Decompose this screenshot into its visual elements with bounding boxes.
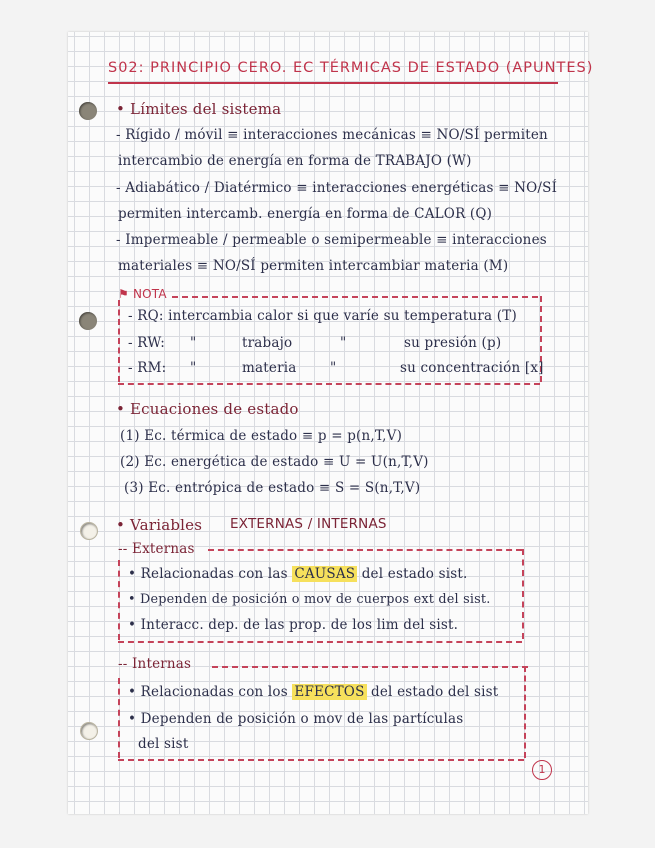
internas-item-2: • Dependen de posición o mov de las partículas [128,711,464,727]
internas-label: -- Internas [118,656,192,672]
internas-box-top [212,666,528,668]
section-heading-equations: • Ecuaciones de estado [116,400,299,418]
internas-item-1 [128,684,498,700]
highlight-causas: CAUSAS [294,566,356,582]
nota-row-rw-a: - RW: [128,335,165,351]
externas-label: -- Externas [118,541,195,557]
externas-item-1-b: del estado sist. [361,566,468,582]
internas-item-3: del sist [138,736,189,752]
internas-label-text: Internas [132,656,192,672]
nota-row-rm-c: materia [242,360,297,376]
binder-hole-2 [79,312,97,330]
nota-row-rm-e: su concentración [x] [400,360,544,376]
externas-item-1-a: • Relacionadas con las [128,566,288,582]
externas-box-top [208,549,522,551]
equation-2: (2) Ec. energética de estado ≡ U = U(n,T,V) [120,454,429,470]
limits-line-3: - Adiabático / Diatérmico ≡ interacciones energéticas ≡ NO/SÍ [116,180,558,196]
nota-row-rw-d: " [340,335,347,351]
equations-heading-text: Ecuaciones de estado [130,400,299,418]
equation-3: (3) Ec. entrópica de estado ≡ S = S(n,T,V) [124,480,421,496]
binder-hole-3 [80,522,98,540]
page-title: S02: PRINCIPIO CERO. EC TÉRMICAS DE ESTADO (APUNTES) [108,60,594,76]
binder-hole-4 [80,722,98,740]
nota-row-rw-c: trabajo [242,335,293,351]
variables-heading-text: Variables [130,516,203,534]
nota-box-left [118,300,120,382]
nota-row-rm-b: " [190,360,197,376]
internas-item-1-b: del estado del sist [371,684,499,700]
variables-heading-caps: EXTERNAS / INTERNAS [230,516,387,532]
nota-label-text: NOTA [132,287,167,301]
limits-heading-text: Límites del sistema [130,100,282,118]
limits-line-4: permiten intercamb. energía en forma de CALOR (Q) [118,206,493,222]
nota-label: ⚑ NOTA [118,287,167,301]
equation-1: (1) Ec. térmica de estado ≡ p = p(n,T,V) [120,428,403,444]
internas-box-bottom [118,759,524,761]
externas-box-right [522,549,524,639]
nota-row-rw-e: su presión (p) [404,335,502,351]
nota-row-rw-b: " [190,335,197,351]
externas-item-2: • Dependen de posición o mov de cuerpos ext del sist. [128,592,491,607]
section-heading-limits: • Límites del sistema [116,100,282,118]
nota-row-rq: - RQ: intercambia calor si que varíe su temperatura (T) [128,308,517,324]
externas-label-text: Externas [132,541,195,557]
binder-hole-1 [79,102,97,120]
nota-row-rm-d: " [330,360,337,376]
nota-box-top [172,296,538,298]
externas-box-left [118,560,120,640]
nota-box-bottom [118,383,540,385]
externas-item-3: • Interacc. dep. de las prop. de los lim del sist. [128,617,459,633]
internas-box-left [118,678,120,758]
externas-box-bottom [118,641,522,643]
highlight-efectos: EFECTOS [294,684,365,700]
nota-row-rm-a: - RM: [128,360,167,376]
limits-line-2: intercambio de energía en forma de TRABAJO (W) [118,153,472,169]
title-underline [108,82,558,84]
limits-line-1: - Rígido / móvil ≡ interacciones mecánicas ≡ NO/SÍ permiten [116,127,548,143]
externas-item-1 [128,566,468,582]
page-number: 1 [532,760,552,780]
limits-line-5: - Impermeable / permeable o semipermeable ≡ interacciones [116,232,547,248]
section-heading-variables: • Variables [116,516,203,534]
internas-box-right [524,666,526,758]
internas-item-1-a: • Relacionadas con los [128,684,288,700]
limits-line-6: materiales ≡ NO/SÍ permiten intercambiar materia (M) [118,258,509,274]
